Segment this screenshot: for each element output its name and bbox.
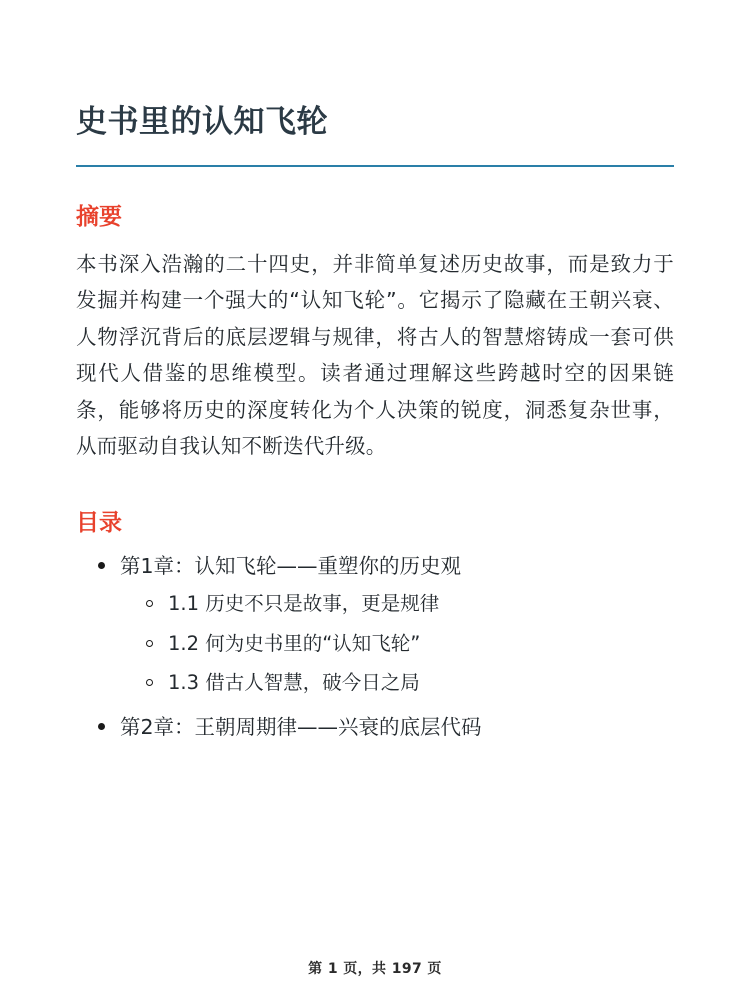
abstract-heading: 摘要 [76,204,122,231]
page-title: 史书里的认知飞轮 [76,104,328,140]
abstract-body: 本书深入浩瀚的二十四史，并非简单复述历史故事，而是致力于发掘并构建一个强大的“认知飞轮”。它揭示了隐藏在王朝兴衰、人物浮沉背后的底层逻辑与规律，将古人的智慧熔铸成一套可供现代人借鉴的思维模型。读者通过理解这些跨越时空的因果链条，能够将历史的深度转化为个人决策的锐度，洞悉复杂世事，从而驱动自我认知不断迭代升级。 [76,251,674,459]
bullet-disc-icon [98,723,105,730]
page-footer: 第 1 页，共 197 页 [308,961,442,977]
list-item[interactable] [120,626,674,662]
toc-chapter-label: 第1章：认知飞轮——重塑你的历史观 [120,553,462,578]
bullet-circle-icon [146,640,153,647]
toc-subsection-label: 1.3 借古人智慧，破今日之局 [168,671,420,695]
list-item[interactable] [120,665,674,701]
list-item[interactable] [120,586,674,622]
list-item[interactable] [76,548,674,702]
toc-heading: 目录 [76,509,122,536]
bullet-disc-icon [98,562,105,569]
title-divider [76,165,674,167]
list-item[interactable] [76,709,674,746]
table-of-contents [76,548,674,747]
toc-chapter-label: 第2章：王朝周期律——兴衰的底层代码 [120,715,482,740]
bullet-circle-icon [146,600,153,607]
toc-subsection-list [120,586,674,701]
toc-subsection-label: 1.1 历史不只是故事，更是规律 [168,592,440,616]
bullet-circle-icon [146,679,153,686]
toc-subsection-label: 1.2 何为史书里的“认知飞轮” [168,631,421,655]
